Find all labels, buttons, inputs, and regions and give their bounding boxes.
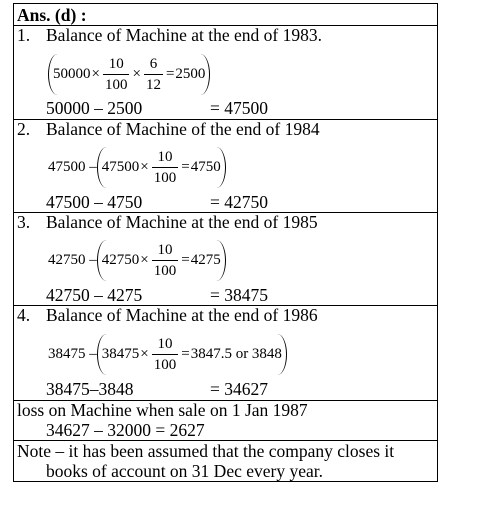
step-4-calc-prefix: 38475 – bbox=[48, 345, 97, 362]
step-1-parenthesis bbox=[48, 54, 210, 95]
answer-label: Ans. (d) : bbox=[17, 5, 87, 25]
step-1-times-sign: × bbox=[132, 65, 141, 82]
step-3-calc-base: 42750 bbox=[101, 251, 140, 268]
step-3-calc-result: 4275 bbox=[190, 251, 221, 268]
step-1-calc-base: 50000 bbox=[53, 65, 91, 82]
step-1-fraction-1 bbox=[103, 54, 130, 95]
step-3-equals-sign: = bbox=[181, 251, 190, 268]
step-1-calc-result: 2500 bbox=[175, 65, 206, 82]
step-2-calc-result: 4750 bbox=[190, 158, 221, 175]
step-4-calculation bbox=[48, 329, 287, 379]
step-1-fraction-2-numerator: 6 bbox=[149, 55, 158, 72]
note-line-2: books of account on 31 Dec every year. bbox=[46, 461, 323, 481]
step-4-equals-sign: = bbox=[181, 345, 190, 362]
step-1-calculation bbox=[48, 49, 210, 99]
step-4-fraction bbox=[152, 334, 179, 375]
step-2-times-sign: × bbox=[140, 158, 149, 175]
step-3-fraction-denominator: 100 bbox=[152, 260, 179, 281]
step-4-parenthesis bbox=[97, 334, 287, 375]
step-3-heading: Balance of Machine at the end of 1985 bbox=[46, 212, 318, 232]
step-2-equals-sign: = bbox=[181, 158, 190, 175]
step-3-subtraction: 42750 – 4275 bbox=[46, 285, 143, 305]
step-1-fraction-1-denominator: 100 bbox=[103, 74, 130, 95]
step-1-number: 1. bbox=[17, 25, 31, 45]
step-2-heading: Balance of Machine of the end of 1984 bbox=[46, 119, 320, 139]
step-4-fraction-numerator: 10 bbox=[157, 335, 173, 352]
loss-calculation: 34627 – 32000 = 2627 bbox=[46, 420, 205, 440]
note-line-1: Note – it has been assumed that the company closes it bbox=[17, 441, 395, 461]
step-4-heading: Balance of Machine at the end of 1986 bbox=[46, 305, 318, 325]
step-3-calc-prefix: 42750 – bbox=[48, 251, 97, 268]
step-4-calc-base: 38475 bbox=[101, 345, 140, 362]
step-3-fraction-numerator: 10 bbox=[157, 241, 173, 258]
step-4-balance: = 34627 bbox=[210, 379, 268, 399]
step-3-calculation bbox=[48, 235, 226, 285]
step-3-parenthesis bbox=[97, 240, 226, 281]
step-1-balance: = 47500 bbox=[210, 98, 268, 118]
step-4-fraction-denominator: 100 bbox=[152, 354, 179, 375]
step-2-balance: = 42750 bbox=[210, 192, 268, 212]
step-3-fraction bbox=[152, 240, 179, 281]
step-2-fraction bbox=[152, 147, 179, 188]
step-1-heading: Balance of Machine at the end of 1983. bbox=[46, 25, 323, 45]
step-2-parenthesis bbox=[97, 147, 226, 188]
step-2-calc-prefix: 47500 – bbox=[48, 158, 97, 175]
loss-line: loss on Machine when sale on 1 Jan 1987 bbox=[17, 400, 308, 420]
step-4-number: 4. bbox=[17, 305, 31, 325]
step-1-fraction-1-numerator: 10 bbox=[108, 55, 124, 72]
step-1-equals-sign: = bbox=[165, 65, 175, 82]
step-1-times-sign: × bbox=[91, 65, 100, 82]
step-2-subtraction: 47500 – 4750 bbox=[46, 192, 143, 212]
step-1-fraction-2 bbox=[144, 54, 163, 95]
step-2-fraction-denominator: 100 bbox=[152, 167, 179, 188]
step-2-fraction-numerator: 10 bbox=[157, 148, 173, 165]
step-4-subtraction: 38475–3848 bbox=[46, 379, 134, 399]
step-3-balance: = 38475 bbox=[210, 285, 268, 305]
step-3-number: 3. bbox=[17, 212, 31, 232]
step-2-number: 2. bbox=[17, 119, 31, 139]
step-1-subtraction: 50000 – 2500 bbox=[46, 98, 143, 118]
step-2-calc-base: 47500 bbox=[101, 158, 140, 175]
step-1-fraction-2-denominator: 12 bbox=[144, 74, 163, 95]
step-2-calculation bbox=[48, 142, 226, 192]
step-3-times-sign: × bbox=[140, 251, 149, 268]
step-4-calc-result: 3847.5 or 3848 bbox=[190, 345, 282, 362]
step-4-times-sign: × bbox=[140, 345, 149, 362]
